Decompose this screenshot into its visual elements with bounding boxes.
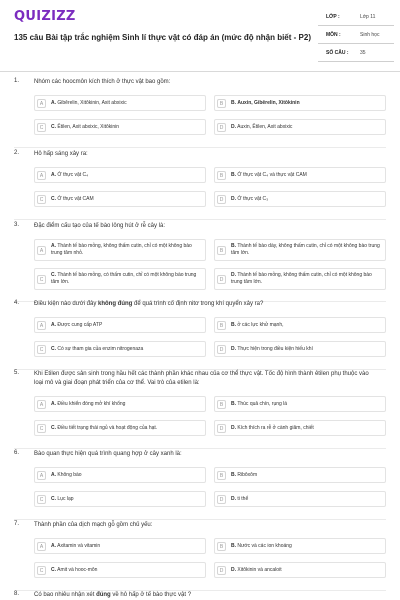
answer-option-a[interactable] bbox=[34, 317, 206, 333]
answer-option-a[interactable] bbox=[34, 538, 206, 554]
question-text-part: về hô hấp ở tế bào thực vật ? bbox=[110, 592, 192, 598]
info-row-count bbox=[318, 48, 394, 62]
answer-option-c[interactable] bbox=[34, 119, 206, 135]
option-letter-badge: B bbox=[217, 171, 226, 180]
option-body: Thành tế bào mỏng, có thấm cutin, chỉ có một không bào trung tâm lớn. bbox=[51, 272, 197, 285]
question-text: Nhóm các hoocmôn kích thích ở thực vật bao gồm: bbox=[34, 79, 171, 85]
answer-option-d[interactable] bbox=[214, 562, 386, 578]
option-prefix: A. bbox=[51, 172, 56, 178]
question-text: Khi Etilen được sản sinh trong hầu hết các thành phần khác nhau của cơ thể thực vật. Tốc độ hình thành êtilen phụ thuộc vào loại mô và giai đoạn phát triển của cơ thể. Vai trò của etilen là: bbox=[34, 371, 369, 386]
option-text bbox=[231, 543, 381, 550]
option-letter-badge: A bbox=[37, 171, 46, 180]
answer-option-b[interactable] bbox=[214, 467, 386, 483]
option-prefix: B. bbox=[231, 172, 236, 178]
option-body: Êtilen, Axit abxixic, Xitôkinin bbox=[57, 124, 120, 130]
answer-option-a[interactable] bbox=[34, 95, 206, 111]
option-prefix: A. bbox=[51, 100, 56, 106]
option-body: Ở thực vật CAM bbox=[57, 196, 94, 202]
question-number: 5. bbox=[14, 370, 20, 376]
option-prefix: D. bbox=[231, 196, 236, 202]
answer-option-c[interactable] bbox=[34, 562, 206, 578]
option-body: Lục lạp bbox=[57, 496, 74, 502]
option-body: ti thể bbox=[237, 496, 249, 502]
option-letter-badge: C bbox=[37, 424, 46, 433]
option-prefix: C. bbox=[51, 346, 56, 352]
option-letter-badge: B bbox=[217, 471, 226, 480]
option-text bbox=[231, 322, 381, 329]
option-letter-badge: B bbox=[217, 99, 226, 108]
option-text bbox=[51, 401, 201, 408]
question-text: Bào quan thực hiện quá trình quang hợp ở cây xanh là: bbox=[34, 451, 182, 457]
option-prefix: C. bbox=[51, 567, 56, 573]
info-row-subject bbox=[318, 30, 394, 44]
option-body: Thành tế bào mỏng, không thấm cutin, chỉ có một không bào trung tâm nhỏ. bbox=[51, 243, 192, 256]
option-prefix: B. bbox=[231, 472, 236, 478]
option-body: Ở thực vật C₃ bbox=[237, 196, 269, 202]
option-body: Xitôkinin và ancaloit bbox=[237, 567, 282, 573]
option-text bbox=[231, 124, 381, 131]
option-letter-badge: D bbox=[217, 424, 226, 433]
question-text: Đặc điểm cấu tạo của tế bào lông hút ở rễ cây là: bbox=[34, 223, 166, 229]
option-prefix: D. bbox=[231, 272, 236, 278]
option-prefix: D. bbox=[231, 425, 236, 431]
answer-option-c[interactable] bbox=[34, 341, 206, 357]
option-letter-badge: C bbox=[37, 275, 46, 284]
question-text-part: Điều kiện nào dưới đây bbox=[34, 301, 98, 307]
option-letter-badge: A bbox=[37, 400, 46, 409]
option-prefix: B. bbox=[231, 322, 236, 328]
option-letter-badge: B bbox=[217, 542, 226, 551]
info-row-class bbox=[318, 12, 394, 26]
option-letter-badge: D bbox=[217, 195, 226, 204]
option-body: Điều khiển đóng mở khí khổng bbox=[57, 401, 126, 407]
question-divider bbox=[14, 448, 386, 449]
answer-option-b[interactable] bbox=[214, 239, 386, 261]
info-label: LỚP : bbox=[326, 14, 340, 20]
question-text-emphasis: đúng bbox=[96, 592, 111, 598]
answer-option-a[interactable] bbox=[34, 239, 206, 261]
question-number: 4. bbox=[14, 300, 20, 306]
option-letter-badge: D bbox=[217, 275, 226, 284]
option-text bbox=[51, 196, 201, 203]
question-number: 7. bbox=[14, 521, 20, 527]
option-body: Kích thích ra rễ ở cành giâm, chiết bbox=[237, 425, 314, 431]
option-text bbox=[51, 425, 201, 432]
answer-option-a[interactable] bbox=[34, 167, 206, 183]
option-text bbox=[231, 172, 381, 179]
option-body: Ở thực vật C₄ bbox=[57, 172, 89, 178]
answer-option-b[interactable] bbox=[214, 95, 386, 111]
option-letter-badge: A bbox=[37, 321, 46, 330]
option-prefix: A. bbox=[51, 322, 56, 328]
option-prefix: A. bbox=[51, 472, 56, 478]
answer-option-b[interactable] bbox=[214, 538, 386, 554]
option-text bbox=[231, 243, 381, 257]
question-number: 2. bbox=[14, 150, 20, 156]
option-prefix: A. bbox=[51, 543, 56, 549]
option-prefix: C. bbox=[51, 196, 56, 202]
info-panel bbox=[318, 12, 394, 66]
option-letter-badge: A bbox=[37, 246, 46, 255]
question-text-part: Có bao nhiêu nhận xét bbox=[34, 592, 97, 598]
option-letter-badge: C bbox=[37, 495, 46, 504]
option-prefix: C. bbox=[51, 272, 56, 278]
question-divider bbox=[14, 147, 386, 148]
question-number: 1. bbox=[14, 78, 20, 84]
option-body: Thúc quả chín, rụng lá bbox=[237, 401, 288, 407]
option-body: Thành tế bào mỏng, không thấm cutin, chỉ có một không bào trung tâm lớn. bbox=[231, 272, 372, 285]
question-text bbox=[34, 300, 374, 309]
option-letter-badge: B bbox=[217, 400, 226, 409]
answer-option-a[interactable] bbox=[34, 396, 206, 412]
option-text bbox=[51, 322, 201, 329]
answer-option-d[interactable] bbox=[214, 420, 386, 436]
option-letter-badge: D bbox=[217, 495, 226, 504]
option-body: Được cung cấp ATP bbox=[57, 322, 103, 328]
option-body: Axitamin và vitamin bbox=[57, 543, 101, 549]
option-prefix: B. bbox=[231, 543, 236, 549]
option-letter-badge: C bbox=[37, 195, 46, 204]
info-value: Lớp 11 bbox=[360, 14, 376, 20]
option-body: Ribôxôm bbox=[237, 472, 258, 478]
question-text: Hô hấp sáng xảy ra: bbox=[34, 151, 88, 157]
option-prefix: B. bbox=[231, 401, 236, 407]
option-prefix: A. bbox=[51, 243, 56, 249]
option-text bbox=[51, 100, 201, 107]
answer-option-c[interactable] bbox=[34, 491, 206, 507]
option-text bbox=[51, 172, 201, 179]
option-letter-badge: C bbox=[37, 345, 46, 354]
option-letter-badge: C bbox=[37, 566, 46, 575]
option-text bbox=[231, 272, 381, 286]
answer-option-d[interactable] bbox=[214, 119, 386, 135]
page-title: 135 câu Bài tập trắc nghiệm Sinh lí thực vật có đáp án (mức độ nhận biết - P2) bbox=[14, 33, 311, 42]
option-text bbox=[51, 496, 201, 503]
info-value: Sinh học bbox=[360, 32, 380, 38]
answer-option-a[interactable] bbox=[34, 467, 206, 483]
option-text bbox=[51, 124, 201, 131]
option-text bbox=[51, 472, 201, 479]
question-divider bbox=[14, 519, 386, 520]
question-divider bbox=[14, 219, 386, 220]
option-body: Nước và các ion khoáng bbox=[237, 543, 292, 549]
option-prefix: C. bbox=[51, 496, 56, 502]
question-number: 6. bbox=[14, 450, 20, 456]
question-text-emphasis: không đúng bbox=[98, 301, 133, 307]
question-text bbox=[34, 591, 374, 600]
option-prefix: D. bbox=[231, 124, 236, 130]
option-letter-badge: A bbox=[37, 542, 46, 551]
info-value: 35 bbox=[360, 50, 366, 56]
option-body: Thành tế bào dày, không thấm cutin, chỉ có một không bào trung tâm lớn. bbox=[231, 243, 380, 256]
option-prefix: D. bbox=[231, 346, 236, 352]
answer-option-b[interactable] bbox=[214, 396, 386, 412]
option-prefix: B. bbox=[231, 243, 236, 249]
option-body: Amit và hooc-môn bbox=[57, 567, 98, 573]
option-text bbox=[51, 346, 201, 353]
question-text-part: để quá trình cố định nitơ trong khí quyển xảy ra? bbox=[132, 301, 264, 307]
option-text bbox=[231, 401, 381, 408]
option-body: Điều tiết trạng thái ngủ và hoạt động của hạt. bbox=[57, 425, 158, 431]
option-body: ở các lực khử mạnh, bbox=[237, 322, 284, 328]
option-body: Gibêrelin, Xitôkinin, Axit abxixic bbox=[57, 100, 127, 106]
option-letter-badge: D bbox=[217, 345, 226, 354]
quizizz-logo: QUIZIZZ bbox=[14, 9, 76, 24]
answer-option-b[interactable] bbox=[214, 167, 386, 183]
option-prefix: D. bbox=[231, 567, 236, 573]
option-letter-badge: B bbox=[217, 246, 226, 255]
answer-option-d[interactable] bbox=[214, 191, 386, 207]
option-letter-badge: D bbox=[217, 123, 226, 132]
option-body: Có sự tham gia của enzim nitrogenaza bbox=[57, 346, 144, 352]
option-prefix: B. bbox=[231, 100, 236, 106]
option-body: Ở thực vật C₄ và thực vật CAM bbox=[237, 172, 307, 178]
option-text bbox=[51, 567, 201, 574]
option-text bbox=[231, 567, 381, 574]
answer-option-c[interactable] bbox=[34, 191, 206, 207]
option-body: Auxin, Êtilen, Axit abxixic bbox=[237, 124, 293, 130]
option-text bbox=[231, 496, 381, 503]
option-text bbox=[51, 543, 201, 550]
option-prefix: D. bbox=[231, 496, 236, 502]
option-text bbox=[51, 272, 201, 286]
option-prefix: C. bbox=[51, 124, 56, 130]
option-body: Thực hiện trong điều kiện hiếu khí bbox=[237, 346, 313, 352]
question-number: 8. bbox=[14, 591, 20, 597]
option-text bbox=[231, 472, 381, 479]
worksheet-header bbox=[0, 0, 400, 72]
option-prefix: C. bbox=[51, 425, 56, 431]
option-body: Không bào bbox=[57, 472, 82, 478]
option-letter-badge: D bbox=[217, 566, 226, 575]
answer-option-d[interactable] bbox=[214, 268, 386, 290]
option-text bbox=[231, 196, 381, 203]
option-text bbox=[51, 243, 201, 257]
answer-option-c[interactable] bbox=[34, 268, 206, 290]
answer-option-b[interactable] bbox=[214, 317, 386, 333]
option-text bbox=[231, 100, 381, 107]
option-text bbox=[231, 346, 381, 353]
question-text: Thành phần của dịch mạch gỗ gồm chủ yếu: bbox=[34, 522, 153, 528]
option-letter-badge: C bbox=[37, 123, 46, 132]
answer-option-d[interactable] bbox=[214, 491, 386, 507]
answer-option-d[interactable] bbox=[214, 341, 386, 357]
option-body: Auxin, Gibêrelin, Xitôkinin bbox=[237, 100, 300, 106]
question-number: 3. bbox=[14, 222, 20, 228]
answer-option-c[interactable] bbox=[34, 420, 206, 436]
option-text bbox=[231, 425, 381, 432]
option-prefix: A. bbox=[51, 401, 56, 407]
option-letter-badge: A bbox=[37, 471, 46, 480]
option-letter-badge: B bbox=[217, 321, 226, 330]
info-label: MÔN : bbox=[326, 32, 341, 38]
option-letter-badge: A bbox=[37, 99, 46, 108]
info-label: SỐ CÂU : bbox=[326, 50, 349, 56]
